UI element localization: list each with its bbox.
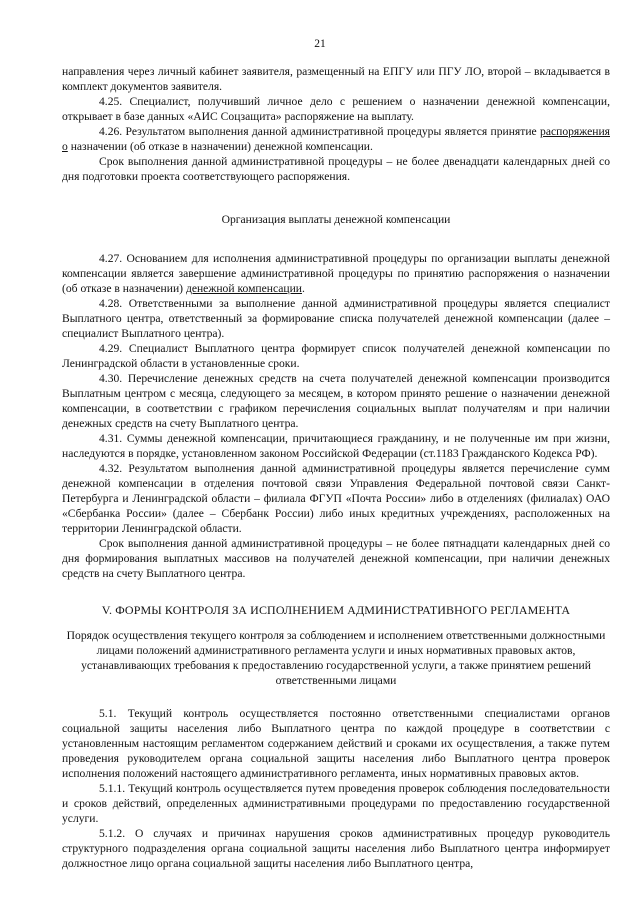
heading-payment-organization: Организация выплаты денежной компенсации <box>221 213 451 226</box>
paragraph-4-31: 4.31. Суммы денежной компенсации, причитающиеся гражданину, и не полученные им при жизни, наследуются в порядке, установленном законом Российской Федерации (ст.1183 Гражданского Кодекса РФ). <box>62 432 610 460</box>
paragraph-4-29: 4.29. Специалист Выплатного центра формирует список получателей денежной компенсации по Ленинградской области в установленные сроки. <box>62 342 610 370</box>
page-number: 21 <box>314 38 326 50</box>
subheading-current-control: Порядок осуществления текущего контроля за соблюдением и исполнением ответственными должностными лицами положений административного регламента услуги и иных нормативных правовых актов, устанавливающих требования к предоставлению государственной услуги, а также принятием решений ответственными лицами <box>66 629 606 687</box>
paragraph-continuation: направления через личный кабинет заявителя, размещенный на ЕПГУ или ПГУ ЛО, второй – вкладывается в комплект документов заявителя. <box>62 65 610 93</box>
paragraph-5-1-1: 5.1.1. Текущий контроль осуществляется путем проведения проверок соблюдения последовательности и сроков действий, определенных административными процедурами по предоставлению государственной услуги. <box>62 782 610 825</box>
paragraph-4-26 <box>62 124 610 154</box>
section-v-title: V. ФОРМЫ КОНТРОЛЯ ЗА ИСПОЛНЕНИЕМ АДМИНИСТРАТИВНОГО РЕГЛАМЕНТА <box>101 603 571 617</box>
paragraph-4-27-text-b: . <box>302 282 305 295</box>
page-content <box>62 64 610 871</box>
paragraph-4-30: 4.30. Перечисление денежных средств на счета получателей денежной компенсации производится Выплатным центром с месяца, следующего за месяцем, в котором принято решение о назначении денежной компенсации, в соответствии с графиком перечисления социальных выплат получателям и при наличии денежных средств на счету Выплатного центра. <box>62 372 610 430</box>
paragraph-4-26-text-b: назначении (об отказе в назначении) денежной компенсации. <box>67 140 373 153</box>
paragraph-4-26-underlined: распоряжения о <box>62 125 610 153</box>
paragraph-4-28: 4.28. Ответственными за выполнение данной административной процедуры является специалист Выплатного центра, ответственный за формирование списка получателей денежной компенсации (далее – специалист Выплатного центра). <box>62 297 610 340</box>
paragraph-4-32: 4.32. Результатом выполнения данной административной процедуры является перечисление сумм денежной компенсации в отделения почтовой связи Управления Федеральной почтовой связи Санкт-Петербурга и Ленинградской области – филиала ФГУП «Почта России» либо в отделениях (филиалах) ОАО «Сбербанка России» (далее – Сбербанк России) либо иных кредитных учреждениях, расположенных на территории Ленинградской области. <box>62 462 610 535</box>
paragraph-4-27-text-a: 4.27. Основанием для исполнения административной процедуры по организации выплаты денежной компенсации является завершение административной процедуры по принятию распоряжения о назначении (об отказе в назначении) <box>62 252 610 295</box>
paragraph-4-26-term: Срок выполнения данной административной процедуры – не более двенадцати календарных дней со дня подготовки проекта соответствующего распоряжения. <box>62 155 610 183</box>
paragraph-4-25: 4.25. Специалист, получивший личное дело с решением о назначении денежной компенсации, открывает в базе данных «АИС Соцзащита» распоряжение на выплату. <box>62 95 610 123</box>
paragraph-5-1-2: 5.1.2. О случаях и причинах нарушения сроков административных процедур руководитель структурного подразделения органа социальной защиты населения либо Выплатного центра информирует должностное лицо органа социальной защиты населения либо Выплатного центра, <box>62 827 610 870</box>
paragraph-4-27-underlined: денежной компенсации <box>185 282 303 295</box>
paragraph-5-1: 5.1. Текущий контроль осуществляется постоянно ответственными специалистами органов социальной защиты населения либо Выплатного центра по каждой процедуре в соответствии с установленным настоящим регламентом содержанием действий и сроками их осуществления, а также путем проведения руководителем органа социальной защиты населения либо Выплатного центра проверок исполнения положений настоящего административного регламента, иных нормативных правовых актов. <box>62 707 610 780</box>
paragraph-4-27 <box>62 251 610 296</box>
paragraph-4-26-text-a: 4.26. Результатом выполнения данной административной процедуры является принятие <box>99 125 541 138</box>
paragraph-4-32-term: Срок выполнения данной административной процедуры – не более пятнадцати календарных дней со дня формирования выплатных массивов на получателей денежной компенсации, при наличии денежных средств на счету Выплатного центра. <box>62 537 610 580</box>
